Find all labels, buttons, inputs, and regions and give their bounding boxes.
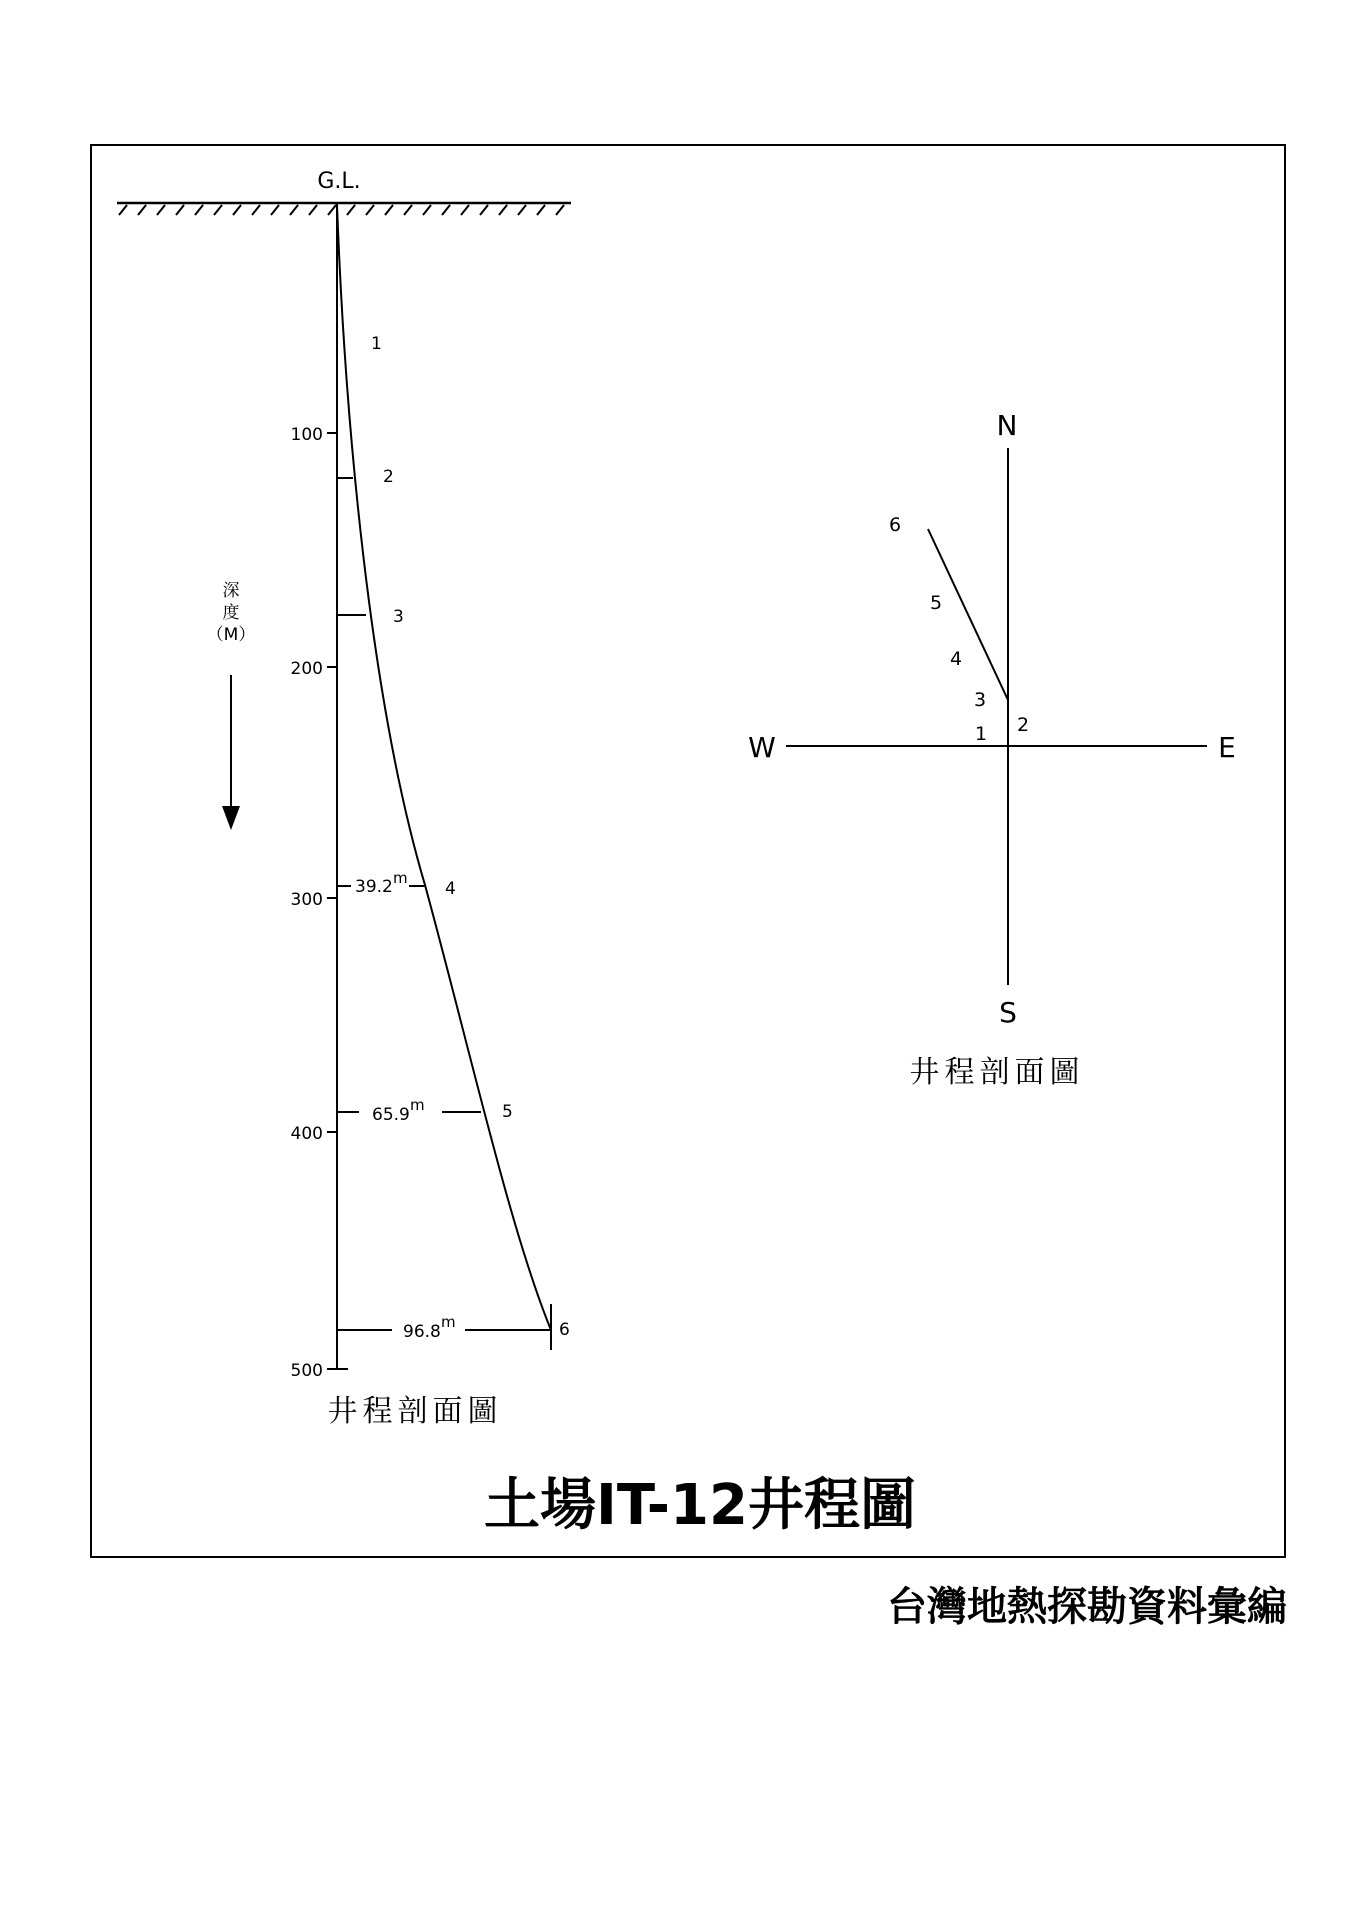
section-caption: 井程剖面圖 [327, 1394, 503, 1429]
depth-arrow-head [222, 806, 240, 830]
station-label-1: 1 [371, 334, 382, 354]
plan-caption: 井程剖面圖 [909, 1055, 1085, 1090]
depth-tick-100: 100 [290, 425, 323, 445]
main-title: 土場IT-12井程圖 [484, 1473, 916, 1538]
plan-point-4: 4 [949, 648, 963, 670]
ground-hatching [119, 205, 564, 215]
station-label-2: 2 [383, 467, 394, 487]
compass-south: S [999, 996, 1017, 1029]
station-label-3: 3 [393, 607, 404, 627]
station-label-4: 4 [445, 879, 456, 899]
plan-point-2: 2 [1016, 714, 1030, 736]
source-footer: 台灣地熱探勘資料彙編 [887, 1584, 1287, 1630]
offset-unit-1: m [393, 869, 408, 887]
depth-tick-300: 300 [290, 890, 323, 910]
plan-point-6: 6 [888, 514, 902, 536]
plan-point-5: 5 [929, 592, 943, 614]
depth-tick-500: 500 [290, 1361, 323, 1381]
offset-value-2: 65.9 [372, 1105, 410, 1125]
figure-frame [91, 145, 1285, 1557]
plan-point-3: 3 [973, 689, 987, 711]
offset-value-1: 39.2 [355, 877, 393, 897]
offset-value-3: 96.8 [403, 1322, 441, 1342]
well-trajectory-curve [337, 205, 551, 1330]
station-label-5: 5 [502, 1102, 513, 1122]
depth-tick-400: 400 [290, 1124, 323, 1144]
offset-unit-2: m [410, 1096, 425, 1114]
depth-unit-label: （M） [206, 625, 256, 645]
depth-label-char-1: 深 [222, 581, 240, 601]
ground-level-label: G.L. [317, 169, 361, 194]
depth-label-char-2: 度 [222, 603, 240, 623]
compass-east: E [1218, 731, 1236, 764]
compass-west: W [748, 731, 776, 764]
offset-unit-3: m [441, 1313, 456, 1331]
depth-tick-200: 200 [290, 659, 323, 679]
station-label-6: 6 [559, 1320, 570, 1340]
plan-trajectory-line [928, 529, 1008, 700]
compass-north: N [996, 409, 1018, 442]
plan-point-1: 1 [974, 723, 988, 745]
